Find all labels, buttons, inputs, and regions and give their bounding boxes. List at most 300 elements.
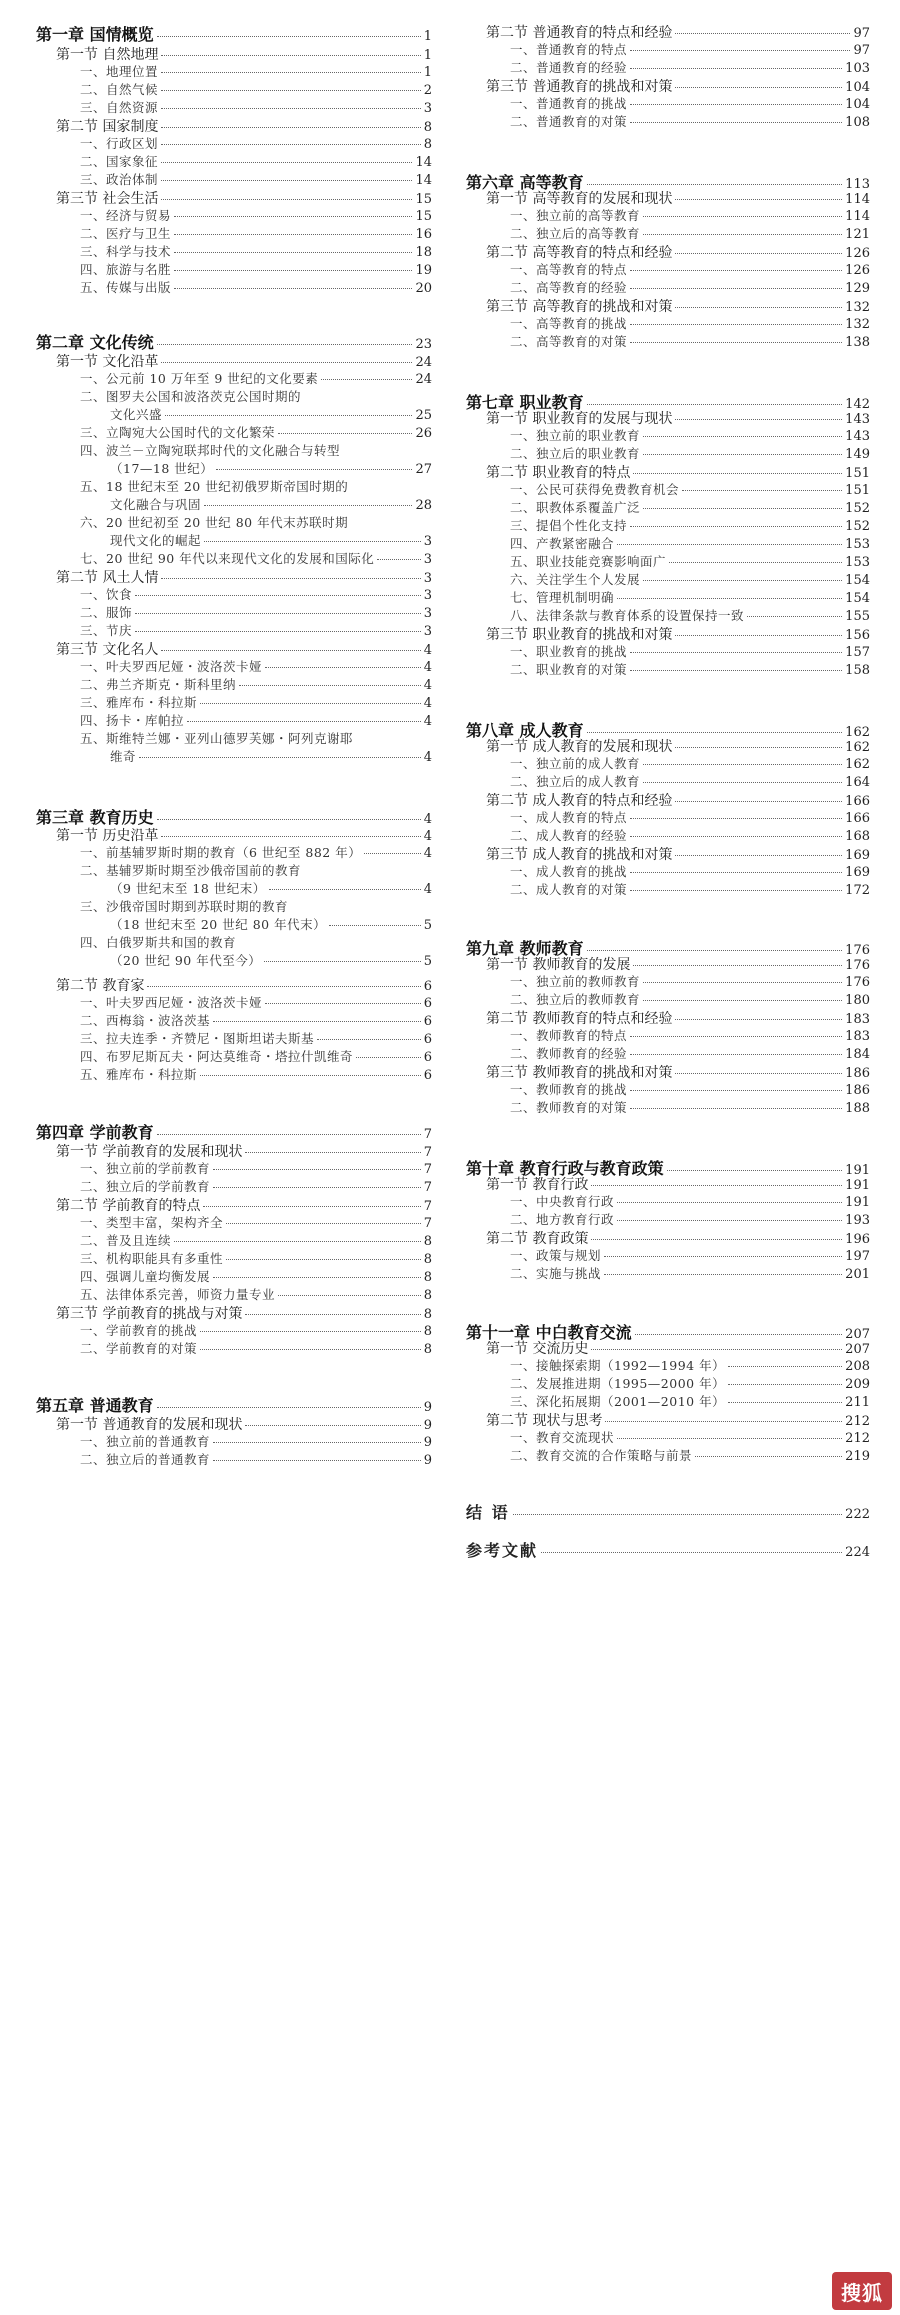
dot-leader [591,1349,842,1350]
dot-leader [174,234,412,235]
toc-entry[interactable] [80,993,432,1011]
toc-entry-title: 第二节 教师教育的特点和经验 [486,1011,673,1027]
toc-section[interactable] [56,1195,432,1215]
toc-entry[interactable] [80,1065,432,1083]
dot-leader [630,1108,842,1109]
toc-entry-title: 第二节 现状与思考 [486,1413,603,1429]
toc-entry[interactable] [510,606,870,624]
toc-entry[interactable] [80,278,432,296]
toc-entry[interactable] [80,621,432,639]
toc-entry[interactable] [80,513,432,531]
toc-section[interactable] [56,1141,432,1161]
toc-backmatter[interactable] [466,1500,870,1523]
toc-page-number: 7 [423,1180,432,1195]
dot-leader [200,1075,421,1076]
toc-entry[interactable] [80,1047,432,1065]
toc-page-number: 7 [423,1216,432,1231]
toc-entry[interactable] [80,1285,432,1303]
toc-entry-title: 一、接触探索期（1992—1994 年） [510,1358,726,1373]
toc-entry-title: 第二节 高等教育的特点和经验 [486,245,673,261]
toc-entry[interactable] [80,1450,432,1468]
toc-entry[interactable] [510,990,870,1008]
dot-leader [675,419,842,420]
toc-entry[interactable] [80,1011,432,1029]
toc-section[interactable] [486,1228,870,1248]
toc-page-number: 132 [845,317,870,332]
toc-entry[interactable] [80,80,432,98]
toc-entry[interactable] [510,1210,870,1228]
toc-entry[interactable] [80,477,432,495]
toc-section[interactable] [486,624,870,644]
toc-entry[interactable] [80,1213,432,1231]
toc-entry[interactable] [510,260,870,278]
toc-entry[interactable] [510,516,870,534]
toc-entry-title: 一、行政区划 [80,136,159,151]
toc-entry-title: 第二节 成人教育的特点和经验 [486,793,673,809]
dot-leader [174,270,412,271]
toc-entry[interactable] [80,1432,432,1450]
dot-leader [165,415,412,416]
dot-leader [675,199,842,200]
dot-leader [633,473,842,474]
dot-leader [643,436,842,437]
toc-page-number: 8 [423,137,432,152]
toc-entry[interactable] [110,405,432,423]
toc-entry[interactable] [80,206,432,224]
toc-entry[interactable] [80,603,432,621]
dot-leader [541,1552,842,1553]
toc-section[interactable] [486,296,870,316]
dot-leader [161,362,412,363]
toc-entry[interactable] [510,224,870,242]
toc-chapter[interactable] [36,1120,432,1143]
toc-entry-title: 第十一章 中白教育交流 [466,1323,632,1342]
toc-page-number: 15 [415,192,432,207]
toc-entry-title: 五、18 世纪末至 20 世纪初俄罗斯帝国时期的 [80,479,349,494]
toc-section[interactable] [56,639,432,659]
toc-entry-title: 第二节 职业教育的特点 [486,465,631,481]
dot-leader [161,650,420,651]
dot-leader [216,469,412,470]
toc-entry-title: （18 世纪末至 20 世纪 80 年代末） [110,917,327,932]
toc-entry-title: 一、教育交流现状 [510,1430,615,1445]
toc-entry[interactable] [510,1044,870,1062]
dot-leader [245,1425,420,1426]
toc-page-number: 191 [845,1195,870,1210]
toc-page-number: 191 [845,1178,870,1193]
dot-leader [587,184,843,185]
toc-section[interactable] [486,1410,870,1430]
toc-entry-title: 二、弗兰齐斯克・斯科里纳 [80,677,237,692]
toc-section[interactable] [486,954,870,974]
toc-entry[interactable] [110,459,432,477]
toc-entry-title: 二、教师教育的经验 [510,1046,628,1061]
toc-page-number: 151 [845,466,870,481]
dot-leader [667,1170,843,1171]
toc-entry[interactable] [80,1339,432,1357]
toc-entry[interactable] [510,58,870,76]
toc-section[interactable] [56,1303,432,1323]
toc-entry[interactable] [510,862,870,880]
dot-leader [135,595,421,596]
toc-entry-title: 一、公民可获得免费教育机会 [510,482,680,497]
toc-entry[interactable] [510,880,870,898]
toc-entry[interactable] [510,1392,870,1410]
toc-entry-title: 三、政治体制 [80,172,159,187]
dot-leader [278,1295,421,1296]
toc-page-number: 104 [845,80,870,95]
toc-page-number: 108 [845,115,870,130]
toc-entry[interactable] [80,675,432,693]
toc-entry[interactable] [510,1428,870,1446]
toc-page-number: 9 [423,1400,432,1415]
dot-leader [157,1134,421,1135]
toc-entry-title: 现代文化的崛起 [110,533,202,548]
toc-page-number: 149 [845,447,870,462]
toc-entry[interactable] [80,423,432,441]
toc-entry[interactable] [80,549,432,567]
toc-section[interactable] [56,1414,432,1434]
toc-entry-title: 二、西梅翁・波洛茨基 [80,1013,211,1028]
toc-entry-title: 四、强调儿童均衡发展 [80,1269,211,1284]
toc-entry[interactable] [510,278,870,296]
toc-page-number: 183 [845,1029,870,1044]
toc-entry[interactable] [80,1321,432,1339]
toc-entry-title: 一、成人教育的特点 [510,810,628,825]
toc-entry[interactable] [110,531,432,549]
toc-chapter[interactable] [36,22,432,45]
toc-entry[interactable] [510,94,870,112]
toc-chapter[interactable] [36,330,432,353]
toc-entry[interactable] [510,1356,870,1374]
toc-entry-title: 文化融合与巩固 [110,497,202,512]
toc-page-number: 14 [415,155,432,170]
toc-entry[interactable] [80,1177,432,1195]
toc-page-number: 4 [423,750,432,765]
toc-entry-title: 五、斯维特兰娜・亚列山德罗芙娜・阿列克谢耶 [80,731,354,746]
toc-page-number: 8 [423,1252,432,1267]
toc-section[interactable] [486,408,870,428]
toc-entry[interactable] [510,112,870,130]
toc-entry[interactable] [80,933,432,951]
toc-entry-title: 二、教育交流的合作策略与前景 [510,1448,693,1463]
dot-leader [617,1220,842,1221]
toc-entry-title: 一、叶夫罗西尼娅・波洛茨卡娅 [80,659,263,674]
toc-page-number: 6 [423,1032,432,1047]
toc-page-number: 24 [415,372,432,387]
toc-entry[interactable] [510,1026,870,1044]
toc-entry-title: 三、自然资源 [80,100,159,115]
dot-leader [161,127,420,128]
dot-leader [157,1407,421,1408]
toc-page-number: 4 [423,643,432,658]
toc-entry[interactable] [510,826,870,844]
toc-section[interactable] [56,116,432,136]
dot-leader [630,670,842,671]
toc-entry-title: 二、服饰 [80,605,133,620]
toc-entry[interactable] [80,657,432,675]
toc-section[interactable] [486,22,870,42]
dot-leader [675,307,842,308]
dot-leader [174,1241,421,1242]
toc-entry[interactable] [110,747,432,765]
toc-page-number: 4 [423,812,432,827]
toc-entry[interactable] [80,134,432,152]
toc-entry-title: 第三节 社会生活 [56,191,159,207]
toc-page-number: 143 [845,412,870,427]
toc-section[interactable] [56,44,432,64]
toc-section[interactable] [486,76,870,96]
dot-leader [643,508,842,509]
toc-page-number: 1 [423,29,432,44]
dot-leader [213,1460,421,1461]
dot-leader [643,982,842,983]
toc-entry[interactable] [510,332,870,350]
toc-page-number: 4 [423,660,432,675]
dot-leader [213,1169,421,1170]
dot-leader [245,1314,420,1315]
dot-leader [587,404,843,405]
toc-entry[interactable] [510,1098,870,1116]
toc-entry[interactable] [80,843,432,861]
toc-entry[interactable] [110,915,432,933]
toc-entry[interactable] [80,1249,432,1267]
dot-leader [630,1054,842,1055]
toc-entry[interactable] [80,224,432,242]
toc-entry-title: 四、旅游与名胜 [80,262,172,277]
toc-page-number: 114 [845,209,870,224]
toc-entry[interactable] [510,1080,870,1098]
toc-entry-title: 五、职业技能竞赛影响面广 [510,554,667,569]
toc-page-number: 113 [845,177,870,192]
toc-entry[interactable] [110,951,432,969]
toc-entry[interactable] [510,444,870,462]
toc-section[interactable] [486,844,870,864]
dot-leader [675,855,842,856]
dot-leader [630,104,842,105]
watermark-text: 搜狐 [841,2280,883,2305]
toc-page-number: 24 [415,355,432,370]
toc-entry-title: 四、布罗尼斯瓦夫・阿达莫维奇・塔拉什凯维奇 [80,1049,354,1064]
toc-page-number: 4 [423,714,432,729]
toc-section[interactable] [486,1338,870,1358]
dot-leader [161,144,421,145]
dot-leader [265,1003,421,1004]
toc-page-number: 219 [845,1449,870,1464]
toc-entry[interactable] [80,711,432,729]
toc-section[interactable] [56,825,432,845]
dot-leader [604,1274,842,1275]
toc-entry[interactable] [510,1264,870,1282]
dot-leader [174,288,412,289]
toc-backmatter[interactable] [466,1538,870,1561]
toc-entry[interactable] [80,242,432,260]
toc-entry[interactable] [510,772,870,790]
toc-entry[interactable] [510,314,870,332]
toc-entry-title: 第二节 教育政策 [486,1231,589,1247]
toc-page-number: 151 [845,483,870,498]
toc-entry-title: 第三节 教师教育的挑战和对策 [486,1065,673,1081]
dot-leader [200,1331,421,1332]
dot-leader [204,505,412,506]
toc-entry[interactable] [80,441,432,459]
toc-entry[interactable] [80,369,432,387]
toc-entry[interactable] [80,387,432,405]
toc-entry-title: 结 语 [466,1503,510,1522]
toc-section[interactable] [486,790,870,810]
toc-entry-title: 第二节 学前教育的特点 [56,1198,201,1214]
toc-entry[interactable] [510,972,870,990]
toc-entry[interactable] [510,40,870,58]
dot-leader [278,433,412,434]
toc-section[interactable] [56,351,432,371]
toc-entry-title: 维奇 [110,749,137,764]
toc-entry-title: 三、雅库布・科拉斯 [80,695,198,710]
toc-entry[interactable] [510,808,870,826]
toc-section[interactable] [486,462,870,482]
toc-page-number: 162 [845,757,870,772]
dot-leader [269,889,421,890]
dot-leader [226,1223,421,1224]
toc-entry-title: 七、管理机制明确 [510,590,615,605]
toc-entry-title: 第二节 风土人情 [56,570,159,586]
toc-page-number: 197 [845,1249,870,1264]
dot-leader [161,199,412,200]
toc-entry[interactable] [510,1192,870,1210]
toc-page-number: 9 [423,1435,432,1450]
dot-leader [617,598,842,599]
toc-entry-title: 第二节 教育家 [56,978,145,994]
dot-leader [675,635,842,636]
toc-entry[interactable] [510,642,870,660]
toc-entry[interactable] [510,660,870,678]
toc-entry[interactable] [80,1267,432,1285]
toc-entry[interactable] [80,693,432,711]
toc-entry-title: 二、职教体系覆盖广泛 [510,500,641,515]
toc-entry[interactable] [80,152,432,170]
toc-section[interactable] [486,736,870,756]
dot-leader [643,234,842,235]
toc-page-number: 28 [415,498,432,513]
toc-section[interactable] [486,1008,870,1028]
dot-leader [630,270,842,271]
toc-page-number: 142 [845,397,870,412]
toc-section[interactable] [486,1174,870,1194]
toc-entry-title: 第一节 自然地理 [56,47,159,63]
toc-entry[interactable] [510,1246,870,1264]
toc-section[interactable] [486,1062,870,1082]
toc-entry[interactable] [80,1159,432,1177]
toc-entry-title: （17—18 世纪） [110,461,214,476]
dot-leader [161,72,421,73]
toc-page-number: 3 [423,571,432,586]
toc-entry-title: 第三节 文化名人 [56,642,159,658]
toc-entry[interactable] [80,861,432,879]
toc-section[interactable] [56,975,432,995]
toc-entry-title: 二、独立后的教师教育 [510,992,641,1007]
dot-leader [591,1239,842,1240]
dot-leader [591,1185,842,1186]
toc-entry-title: 第一节 文化沿革 [56,354,159,370]
dot-leader [630,50,850,51]
toc-section[interactable] [486,242,870,262]
toc-entry[interactable] [510,480,870,498]
toc-entry-title: 一、教师教育的挑战 [510,1082,628,1097]
toc-entry[interactable] [80,170,432,188]
dot-leader [604,1256,842,1257]
toc-page-number: 152 [845,501,870,516]
toc-entry-title: 一、独立前的职业教育 [510,428,641,443]
toc-entry-title: 三、沙俄帝国时期到苏联时期的教育 [80,899,289,914]
toc-entry[interactable] [110,495,432,513]
toc-entry[interactable] [80,1029,432,1047]
dot-leader [630,872,842,873]
dot-leader [617,1202,842,1203]
toc-page-number: 15 [415,209,432,224]
toc-entry[interactable] [510,498,870,516]
toc-page-number: 25 [415,408,432,423]
toc-entry[interactable] [510,426,870,444]
dot-leader [161,108,421,109]
dot-leader [265,667,421,668]
dot-leader [587,950,843,951]
toc-entry[interactable] [510,1446,870,1464]
toc-entry[interactable] [510,570,870,588]
toc-entry[interactable] [510,588,870,606]
toc-page-number: 4 [423,678,432,693]
toc-section[interactable] [56,188,432,208]
dot-leader [669,562,842,563]
toc-entry-title: 四、波兰－立陶宛联邦时代的文化融合与转型 [80,443,341,458]
toc-page-number: 8 [423,1270,432,1285]
toc-entry[interactable] [80,98,432,116]
toc-entry[interactable] [80,260,432,278]
toc-entry[interactable] [80,585,432,603]
toc-entry[interactable] [80,897,432,915]
toc-entry[interactable] [80,1231,432,1249]
toc-entry[interactable] [510,206,870,224]
toc-section[interactable] [56,567,432,587]
dot-leader [643,454,842,455]
toc-entry-title: 二、独立后的高等教育 [510,226,641,241]
toc-entry[interactable] [510,534,870,552]
toc-entry-title: 第三节 普通教育的挑战和对策 [486,79,673,95]
dot-leader [630,1090,842,1091]
dot-leader [675,1073,842,1074]
toc-page-number: 153 [845,555,870,570]
dot-leader [161,578,420,579]
toc-entry-title: 第三节 高等教育的挑战和对策 [486,299,673,315]
toc-entry-title: 五、法律体系完善，师资力量专业 [80,1287,276,1302]
toc-page-number: 16 [415,227,432,242]
toc-entry[interactable] [110,879,432,897]
toc-page-number: 208 [845,1359,870,1374]
toc-entry[interactable] [80,729,432,747]
toc-entry[interactable] [510,1374,870,1392]
toc-section[interactable] [486,188,870,208]
toc-entry[interactable] [510,552,870,570]
toc-entry-title: 第二节 普通教育的特点和经验 [486,25,673,41]
toc-entry[interactable] [80,62,432,80]
toc-entry-title: 一、政策与规划 [510,1248,602,1263]
toc-entry[interactable] [510,754,870,772]
toc-entry-title: 一、独立前的成人教育 [510,756,641,771]
toc-entry-title: 二、成人教育的对策 [510,882,628,897]
toc-entry-title: 一、中央教育行政 [510,1194,615,1209]
dot-leader [675,87,842,88]
toc-entry-title: 二、国家象征 [80,154,159,169]
toc-chapter[interactable] [36,1393,432,1416]
